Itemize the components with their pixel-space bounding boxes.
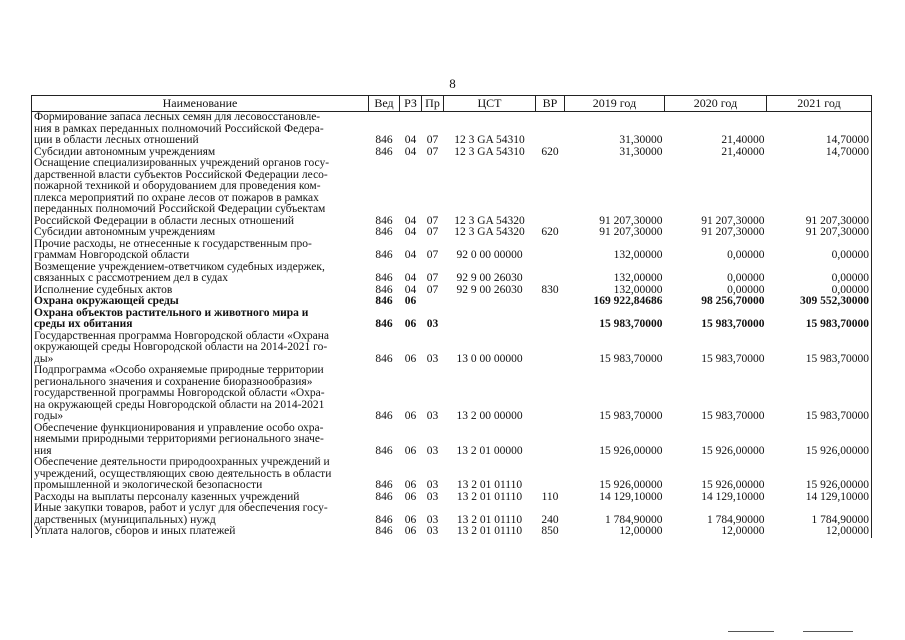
table-row [32,112,872,147]
table-row [32,503,872,526]
rz-cell: 06 [404,352,417,365]
rz-cell: 06 [404,479,417,491]
rz-cell: 06 [404,525,417,537]
vr-cell [536,262,565,285]
rz-cell: 06 [404,295,417,307]
value-2021: 14,70000 [767,147,872,159]
rz-cell: 04 [404,214,417,227]
pr-cell: 07 [426,134,439,146]
pr-cell: 03 [426,490,439,503]
rz-cell: 06 [404,490,417,503]
column-header: ВР [536,96,565,112]
vr-cell [536,423,565,458]
pr-cell: 03 [426,513,439,526]
column-header: ЦСТ [444,96,536,112]
ved-cell: 846 [375,444,393,457]
table-header [32,96,872,112]
ved-cell: 846 [375,318,393,330]
value-2019: 12,00000 [619,525,663,537]
page-number: 8 [449,76,456,91]
value-2020: 0,00000 [727,249,765,261]
name: Уплата налогов, сборов и иных платежей [32,526,369,538]
footer-mark [728,631,774,632]
table-row [32,158,872,227]
name: Субсидии автономным учреждениям [32,227,369,239]
ved-cell: 846 [375,490,393,503]
table-row [32,526,872,538]
pr-cell: 07 [426,272,439,284]
value-2021: 91 207,30000 [767,227,872,239]
value-2021: 15 983,70000 [767,308,872,331]
ved-cell: 846 [375,295,393,307]
value-2021: 1 784,90000 [767,503,872,526]
vr-cell [536,296,565,308]
ved-cell: 846 [375,525,393,537]
rz-cell: 06 [404,513,417,526]
value-2021: 15 983,70000 [767,331,872,366]
value-2020: 15 983,70000 [701,410,765,422]
ved-cell: 846 [375,513,393,526]
value-2020: 14 129,10000 [701,490,765,503]
column-header: Вед [369,96,400,112]
value-2020: 0,00000 [727,272,765,284]
cst-cell: 13 0 00 00000 [456,352,523,365]
value-2019: 132,00000 [613,283,663,296]
cst-cell: 12 3 GA 54310 [454,145,525,158]
vr-cell: 850 [541,525,559,537]
table-row [32,365,872,423]
column-header: Пр [422,96,444,112]
pr-cell: 03 [426,525,439,537]
ved-cell: 846 [375,352,393,365]
name: Обеспечение функционирования и управление особо охра- няемыми природными территориями регионального значе- ния [32,423,369,458]
value-2021: 0,00000 [767,262,872,285]
ved-cell: 846 [375,145,393,158]
value-2019: 15 983,70000 [599,318,663,330]
footer-mark [803,631,853,632]
name: Прочие расходы, не отнесенные к государственным про- граммам Новгородской области [32,239,369,262]
value-2020: 91 207,30000 [701,214,765,227]
cst-cell: 92 9 00 26030 [456,283,523,296]
table-row [32,227,872,239]
column-header: 2021 год [767,96,872,112]
value-2020: 21,40000 [721,145,765,158]
pr-cell: 07 [426,283,439,296]
value-2020: 12,00000 [721,525,765,537]
value-2020: 0,00000 [727,283,765,296]
name: Охрана окружающей среды [32,296,369,308]
value-2021: 15 983,70000 [767,365,872,423]
vr-cell [536,457,565,492]
value-2020: 98 256,70000 [701,295,765,307]
pr-cell: 07 [426,214,439,227]
pr-cell: 03 [426,410,439,422]
value-2020: 15 983,70000 [701,352,765,365]
pr-cell: 07 [426,249,439,261]
vr-cell: 830 [541,283,559,296]
cst-cell: 13 2 00 00000 [456,410,523,422]
value-2021: 0,00000 [767,239,872,262]
table-row [32,296,872,308]
pr-cell: 07 [426,145,439,158]
table-row [32,331,872,366]
table-row [32,262,872,285]
cst-cell: 13 2 01 01110 [456,479,523,491]
ved-cell: 846 [375,283,393,296]
rz-cell: 04 [404,272,417,284]
cst-cell: 13 2 01 01110 [456,490,523,503]
cst-cell: 13 2 01 01110 [456,513,523,526]
value-2021: 15 926,00000 [767,457,872,492]
value-2021: 14,70000 [767,112,872,147]
pr-cell [422,296,444,308]
table-row [32,239,872,262]
value-2021: 14 129,10000 [767,492,872,504]
value-2021: 91 207,30000 [767,158,872,227]
cst-cell: 12 3 GA 54310 [454,134,525,146]
pr-cell: 03 [426,318,439,330]
value-2019: 91 207,30000 [599,226,663,238]
name: Расходы на выплаты персоналу казенных учреждений [32,492,369,504]
name: Подпрограмма «Особо охраняемые природные территории регионального значения и сохранение биоразнообразия» государственной программы Новгородской области «Охра- на окружающей среды Новгородской области на 2014-2021 годы» [32,365,369,423]
value-2019: 15 926,00000 [599,444,663,457]
cst-cell [444,296,536,308]
table-row [32,423,872,458]
vr-cell: 110 [541,490,559,503]
name: Государственная программа Новгородской области «Охрана окружающей среды Новгородской области на 2014-2021 го- ды» [32,331,369,366]
cst-cell: 92 0 00 00000 [456,249,523,261]
vr-cell [536,158,565,227]
value-2019: 31,30000 [619,145,663,158]
value-2019: 15 926,00000 [599,479,663,491]
column-header: 2019 год [565,96,665,112]
vr-cell [536,112,565,147]
ved-cell: 846 [375,272,393,284]
name: Формирование запаса лесных семян для лесовосстановле- ния в рамках переданных полномочий Российской Федера- ции в области лесных отношений [32,112,369,147]
rz-cell: 06 [404,410,417,422]
name: Охрана объектов растительного и животного мира и среды их обитания [32,308,369,331]
pr-cell: 03 [426,444,439,457]
vr-cell: 620 [541,226,559,238]
value-2020: 15 926,00000 [701,479,765,491]
cst-cell: 12 3 GA 54320 [454,214,525,227]
value-2020: 1 784,90000 [707,513,765,526]
rz-cell: 04 [404,145,417,158]
cst-cell: 13 2 01 00000 [456,444,523,457]
rz-cell: 04 [404,249,417,261]
rz-cell: 04 [404,283,417,296]
value-2019: 14 129,10000 [599,490,663,503]
name: Обеспечение деятельности природоохранных учреждений и учреждений, осуществляющих свою деятельность в области промышленной и экологической безопасности [32,457,369,492]
ved-cell: 846 [375,226,393,238]
value-2019: 15 983,70000 [599,410,663,422]
name: Возмещение учреждением-ответчиком судебных издержек, связанных с рассмотрением дел в судах [32,262,369,285]
rz-cell: 04 [404,134,417,146]
value-2019: 132,00000 [613,272,663,284]
name: Оснащение специализированных учреждений органов госу- дарственной власти субъектов Российской Федерации лесо- пожарной техникой и оборудованием для проведения ком- плекса мероприятий по охране лесов от пожаров в рамках переданных полномочий Российской Федерации субъектам Российской Федерации в области лесных отношений [32,158,369,227]
vr-cell [536,365,565,423]
cst-cell [444,308,536,331]
vr-cell: 620 [541,145,559,158]
table-row [32,457,872,492]
vr-cell [536,308,565,331]
value-2020: 15 926,00000 [701,444,765,457]
pr-cell: 07 [426,226,439,238]
vr-cell [536,331,565,366]
value-2021: 0,00000 [767,285,872,297]
value-2021: 309 552,30000 [767,296,872,308]
ved-cell: 846 [375,410,393,422]
value-2019: 91 207,30000 [599,214,663,227]
column-header: Наименование [32,96,369,112]
value-2019: 1 784,90000 [605,513,663,526]
name: Субсидии автономным учреждениям [32,147,369,159]
ved-cell: 846 [375,479,393,491]
cst-cell: 12 3 GA 54320 [454,226,525,238]
pr-cell: 03 [426,479,439,491]
vr-cell [536,239,565,262]
value-2021: 15 926,00000 [767,423,872,458]
value-2020: 91 207,30000 [701,226,765,238]
ved-cell: 846 [375,214,393,227]
rz-cell: 06 [404,318,417,330]
value-2019: 132,00000 [613,249,663,261]
column-header: 2020 год [665,96,767,112]
cst-cell: 13 2 01 01110 [456,525,523,537]
cst-cell: 92 9 00 26030 [456,272,523,284]
rz-cell: 04 [404,226,417,238]
ved-cell: 846 [375,134,393,146]
vr-cell: 240 [541,513,559,526]
value-2021: 12,00000 [767,526,872,538]
column-header: РЗ [400,96,422,112]
name: Иные закупки товаров, работ и услуг для обеспечения госу- дарственных (муниципальных) нужд [32,503,369,526]
name: Исполнение судебных актов [32,285,369,297]
value-2019: 169 922,84686 [593,295,663,307]
rz-cell: 06 [404,444,417,457]
budget-table [31,95,872,538]
value-2019: 15 983,70000 [599,352,663,365]
value-2020: 15 983,70000 [701,318,765,330]
ved-cell: 846 [375,249,393,261]
value-2020: 21,40000 [721,134,765,146]
pr-cell: 03 [426,352,439,365]
value-2019: 31,30000 [619,134,663,146]
table-row [32,308,872,331]
